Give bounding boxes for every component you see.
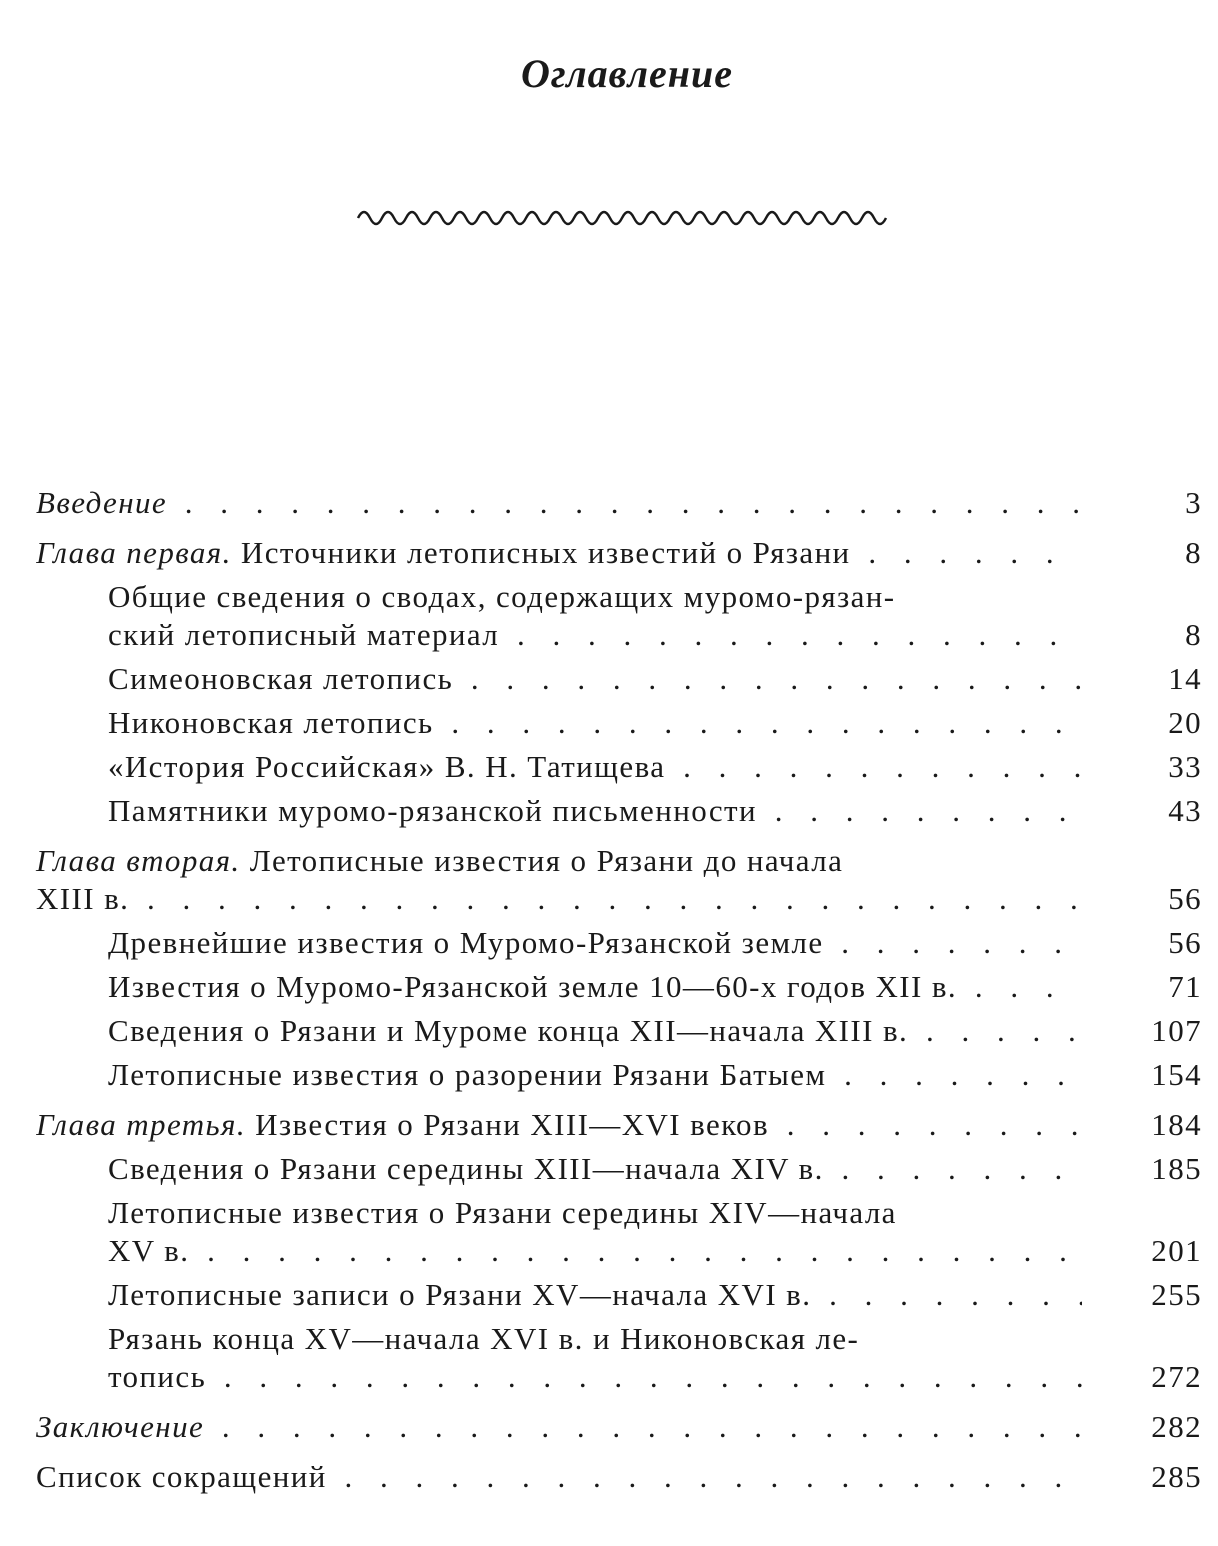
toc-page-number: 107 bbox=[1151, 1013, 1202, 1048]
toc-title: Список сокращений bbox=[36, 1459, 327, 1494]
toc-entry-section[interactable] bbox=[36, 792, 1202, 830]
toc-entry-section[interactable] bbox=[36, 1012, 1202, 1050]
toc-entry-introduction[interactable] bbox=[36, 484, 1202, 522]
toc-page-number: 285 bbox=[1151, 1459, 1202, 1494]
toc-entry-section[interactable] bbox=[36, 1276, 1202, 1314]
toc-entry-chapter-2[interactable] bbox=[36, 842, 1202, 918]
toc-entry-chapter-1[interactable] bbox=[36, 534, 1202, 572]
toc-page-number: 154 bbox=[1151, 1057, 1202, 1092]
toc-page-number: 56 bbox=[1168, 881, 1202, 916]
toc-title-line-2: XV в. bbox=[108, 1233, 190, 1268]
toc-entry-section[interactable] bbox=[36, 748, 1202, 786]
toc-entry-conclusion[interactable] bbox=[36, 1408, 1202, 1446]
toc-title: Сведения о Рязани середины XIII—начала XIV в. bbox=[108, 1151, 824, 1186]
toc-page-number: 185 bbox=[1151, 1151, 1202, 1186]
toc-page-number: 33 bbox=[1168, 749, 1202, 784]
toc-entry-section[interactable] bbox=[36, 1320, 1202, 1396]
toc-title-line-2: XIII в. bbox=[36, 881, 130, 916]
toc-page-number: 201 bbox=[1151, 1233, 1202, 1268]
toc-label: Глава третья. bbox=[36, 1107, 246, 1142]
toc-title-line-1: Летописные известия о Рязани до начала bbox=[249, 843, 844, 878]
toc-title-line-1: Рязань конца XV—начала XVI в. и Никоновская ле- bbox=[108, 1321, 860, 1356]
toc-entry-section[interactable] bbox=[36, 1056, 1202, 1094]
toc-entry-section[interactable] bbox=[36, 660, 1202, 698]
toc-page-number: 20 bbox=[1168, 705, 1202, 740]
toc-page-number: 14 bbox=[1168, 661, 1202, 696]
toc-label: Заключение bbox=[36, 1409, 205, 1444]
toc-entry-section[interactable] bbox=[36, 1150, 1202, 1188]
ornament-divider bbox=[356, 200, 888, 230]
toc-title: Известия о Муромо-Рязанской земле 10—60-х годов XII в. bbox=[108, 969, 958, 1004]
toc-entry-chapter-3[interactable] bbox=[36, 1106, 1202, 1144]
toc-entry-abbreviations[interactable] bbox=[36, 1458, 1202, 1496]
toc-label: Глава вторая. bbox=[36, 843, 241, 878]
toc-page-number: 272 bbox=[1151, 1359, 1202, 1394]
toc-title-line-1: Общие сведения о сводах, содержащих муромо-рязан- bbox=[108, 579, 896, 614]
toc-title-line-2: топись bbox=[108, 1359, 207, 1394]
toc-entry-section[interactable] bbox=[36, 968, 1202, 1006]
toc-page-number: 255 bbox=[1151, 1277, 1202, 1312]
toc-title: Летописные записи о Рязани XV—начала XVI в. bbox=[108, 1277, 812, 1312]
toc-page-number: 71 bbox=[1168, 969, 1202, 1004]
toc-page-number: 8 bbox=[1185, 535, 1202, 570]
toc-entry-section[interactable] bbox=[36, 704, 1202, 742]
toc-title: Никоновская летопись bbox=[108, 705, 434, 740]
toc-page-number: 8 bbox=[1185, 617, 1202, 652]
table-of-contents bbox=[36, 472, 1202, 1502]
toc-title: Известия о Рязани XIII—XVI веков bbox=[255, 1107, 769, 1142]
toc-page-number: 3 bbox=[1185, 485, 1202, 520]
toc-title: Сведения о Рязани и Муроме конца XII—начала XIII в. bbox=[108, 1013, 909, 1048]
toc-title: Симеоновская летопись bbox=[108, 661, 454, 696]
toc-title-line-2: ский летописный материал bbox=[108, 617, 500, 652]
toc-page-number: 282 bbox=[1151, 1409, 1202, 1444]
toc-title: Летописные известия о разорении Рязани Батыем bbox=[108, 1057, 827, 1092]
toc-entry-section[interactable] bbox=[36, 1194, 1202, 1270]
toc-title: «История Российская» В. Н. Татищева bbox=[108, 749, 666, 784]
toc-label: Глава первая. bbox=[36, 535, 232, 570]
toc-title: Источники летописных известий о Рязани bbox=[240, 535, 851, 570]
toc-entry-section[interactable] bbox=[36, 578, 1202, 654]
toc-label: Введение bbox=[36, 485, 168, 520]
page-title: Оглавление bbox=[520, 51, 733, 96]
toc-entry-section[interactable] bbox=[36, 924, 1202, 962]
toc-page-number: 184 bbox=[1151, 1107, 1202, 1142]
toc-title: Древнейшие известия о Муромо-Рязанской земле bbox=[108, 925, 824, 960]
toc-page-number: 43 bbox=[1168, 793, 1202, 828]
toc-page-number: 56 bbox=[1168, 925, 1202, 960]
toc-title-line-1: Летописные известия о Рязани середины XIV—начала bbox=[108, 1195, 897, 1230]
toc-title: Памятники муромо-рязанской письменности bbox=[108, 793, 757, 828]
